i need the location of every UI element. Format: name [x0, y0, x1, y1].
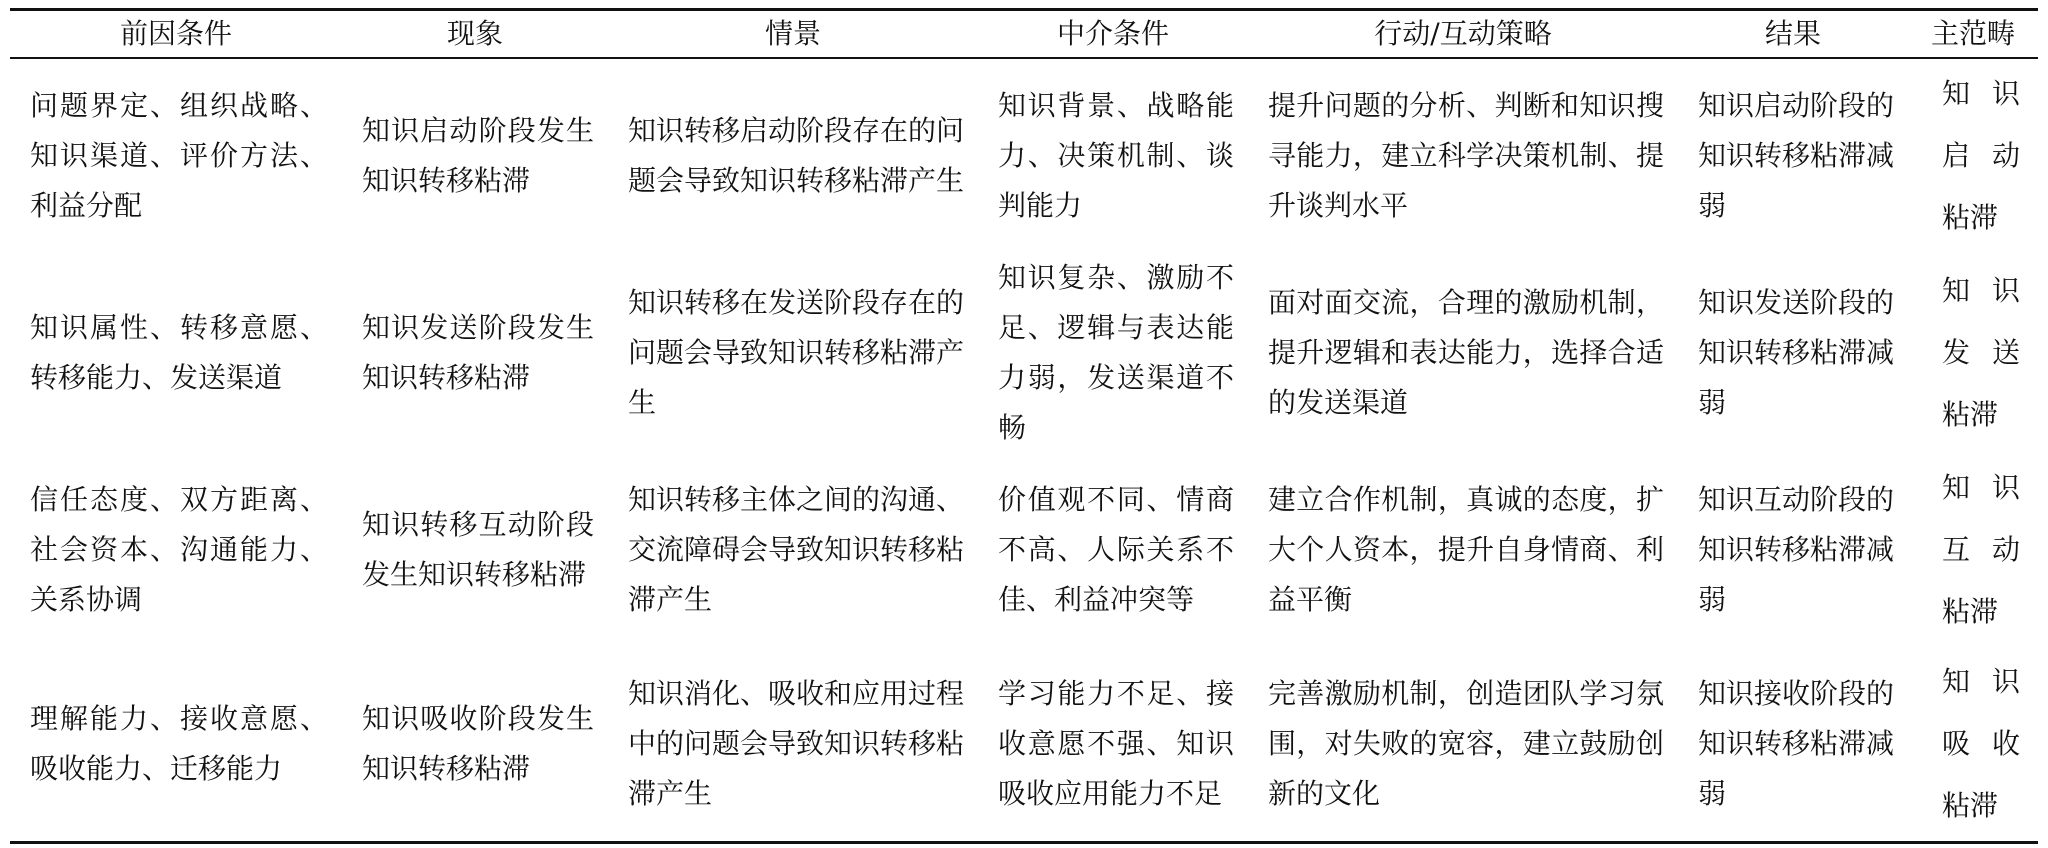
- table-row: [10, 648, 2038, 843]
- cell-main-category: 知识启动粘滞: [1942, 76, 2020, 234]
- table-body: [10, 58, 2038, 843]
- cell-antecedent-conditions: 信任态度、双方距离、社会资本、沟通能力、关系协调: [30, 483, 328, 616]
- cell-context: 知识消化、吸收和应用过程中的问题会导致知识转移粘滞产生: [608, 648, 978, 843]
- cell-phenomenon: 知识转移互动阶段发生知识转移粘滞: [362, 508, 594, 591]
- grounded-theory-coding-table: [10, 8, 2038, 844]
- cell-action-strategies: 完善激励机制，创造团队学习氛围，对失败的宽容，建立鼓励创新的文化: [1248, 648, 1678, 843]
- cell-main-category: 知识吸收粘滞: [1908, 648, 2038, 843]
- cell-main-category: 知识互动粘滞: [1942, 471, 2020, 628]
- cell-intervening-conditions: 知识背景、战略能力、决策机制、谈判能力: [998, 88, 1234, 222]
- header-context: 情景: [608, 10, 978, 58]
- cell-phenomenon: 知识启动阶段发生知识转移粘滞: [362, 113, 594, 197]
- cell-phenomenon: 知识发送阶段发生知识转移粘滞: [362, 310, 594, 394]
- header-antecedent-conditions: 前因条件: [10, 10, 342, 58]
- cell-context: 知识转移在发送阶段存在的问题会导致知识转移粘滞产生: [628, 285, 965, 419]
- cell-context: 知识转移启动阶段存在的问题会导致知识转移粘滞产生: [628, 113, 965, 197]
- cell-antecedent-conditions: 问题界定、组织战略、知识渠道、评价方法、利益分配: [30, 88, 328, 222]
- header-intervening-conditions: 中介条件: [978, 10, 1248, 58]
- cell-action-strategies: 提升问题的分析、判断和知识搜寻能力，建立科学决策机制、提升谈判水平: [1268, 88, 1664, 222]
- cell-main-category: 知识发送粘滞: [1942, 273, 2020, 431]
- cell-consequences: 知识互动阶段的知识转移粘滞减弱: [1698, 483, 1895, 616]
- cell-context: 知识转移主体之间的沟通、交流障碍会导致知识转移粘滞产生: [628, 483, 965, 616]
- header-main-category: 主范畴: [1908, 10, 2038, 58]
- header-consequences: 结果: [1678, 10, 1908, 58]
- header-action-strategies: 行动/互动策略: [1248, 10, 1678, 58]
- table-row: [10, 253, 2038, 453]
- cell-phenomenon: 知识吸收阶段发生知识转移粘滞: [342, 648, 608, 843]
- header-row: [10, 10, 2038, 58]
- cell-action-strategies: 建立合作机制，真诚的态度，扩大个人资本，提升自身情商、利益平衡: [1268, 483, 1664, 616]
- cell-consequences: 知识发送阶段的知识转移粘滞减弱: [1698, 285, 1895, 419]
- cell-antecedent-conditions: 知识属性、转移意愿、转移能力、发送渠道: [30, 310, 328, 394]
- cell-intervening-conditions: 价值观不同、情商不高、人际关系不佳、利益冲突等: [998, 483, 1234, 616]
- cell-action-strategies: 面对面交流，合理的激励机制，提升逻辑和表达能力，选择合适的发送渠道: [1268, 285, 1664, 419]
- cell-consequences: 知识接收阶段的知识转移粘滞减弱: [1678, 648, 1908, 843]
- table-header: [10, 10, 2038, 58]
- table-row: [10, 453, 2038, 648]
- cell-intervening-conditions: 知识复杂、激励不足、逻辑与表达能力弱，发送渠道不畅: [998, 260, 1234, 444]
- cell-antecedent-conditions: 理解能力、接收意愿、吸收能力、迁移能力: [10, 648, 342, 843]
- cell-consequences: 知识启动阶段的知识转移粘滞减弱: [1698, 88, 1895, 222]
- header-phenomenon: 现象: [342, 10, 608, 58]
- cell-intervening-conditions: 学习能力不足、接收意愿不强、知识吸收应用能力不足: [978, 648, 1248, 843]
- table-row: [10, 58, 2038, 253]
